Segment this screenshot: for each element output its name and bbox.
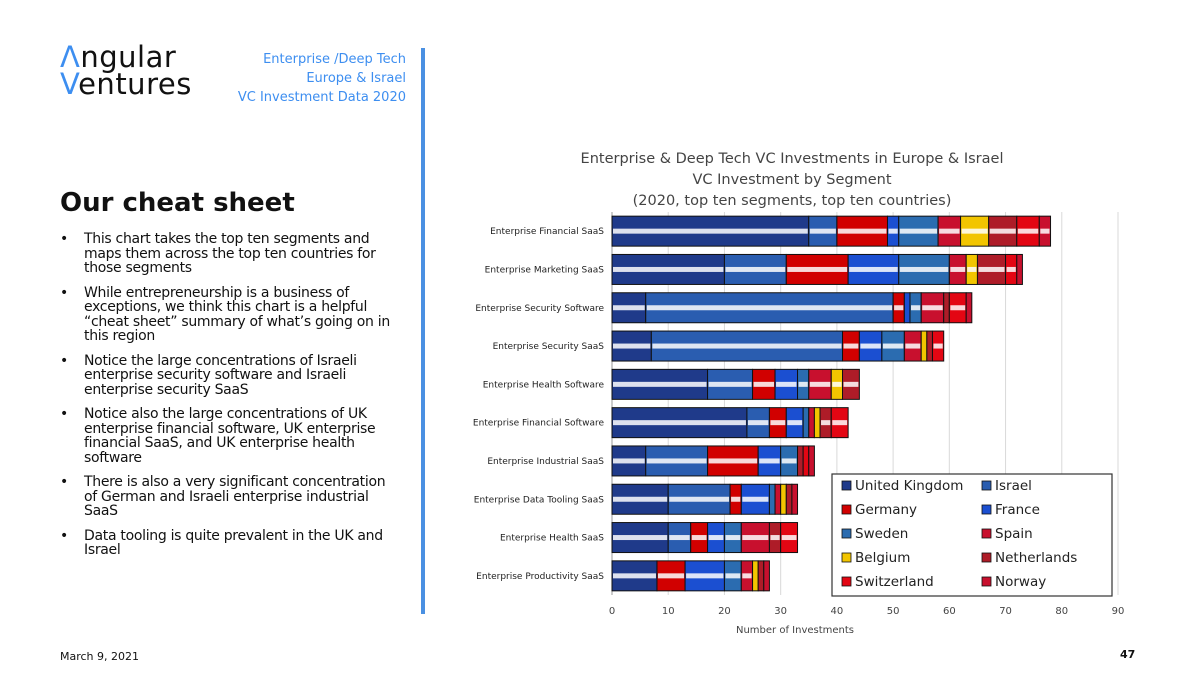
- header-line-2: Europe & Israel: [306, 71, 406, 86]
- bar-segment-stripe: [686, 573, 723, 578]
- bar-segment-stripe: [731, 497, 740, 502]
- bar-segment-stripe: [613, 229, 808, 234]
- bar-segment: [944, 293, 950, 323]
- bar-segment: [769, 484, 775, 514]
- page-title: Our cheat sheet: [60, 188, 295, 218]
- header-line-1: Enterprise /Deep Tech: [263, 52, 406, 67]
- chart-legend: [832, 474, 1112, 596]
- bar-segment-stripe: [613, 573, 656, 578]
- logo-accent-v: V: [60, 67, 79, 101]
- page-number: 47: [1120, 648, 1136, 661]
- legend-entry: Sweden: [855, 526, 909, 542]
- bar-segment: [904, 293, 910, 323]
- legend-entry: Netherlands: [995, 550, 1078, 566]
- bar-segment-stripe: [978, 267, 1004, 272]
- logo-text-angular: ngular: [80, 40, 177, 74]
- bar-segment-stripe: [900, 229, 937, 234]
- bar-segment-stripe: [933, 344, 942, 349]
- bar-segment-stripe: [782, 535, 797, 540]
- bar-segment-stripe: [759, 458, 779, 463]
- category-label: Enterprise Health SaaS: [499, 533, 604, 544]
- legend-entry: Norway: [995, 574, 1047, 590]
- bar-segment-stripe: [754, 382, 774, 387]
- chart-title-line: VC Investment by Segment: [692, 172, 892, 188]
- bar-segment: [781, 484, 787, 514]
- bar-segment-stripe: [860, 344, 880, 349]
- bar-segment-stripe: [692, 535, 707, 540]
- bar-segment: [966, 293, 972, 323]
- bar-segment: [921, 331, 927, 361]
- bar-segment: [803, 408, 809, 438]
- bullet-item: • Notice also the large concentrations of UK enterprise financial software, UK enterprise financial SaaS, and UK enterprise health software: [60, 407, 400, 465]
- x-tick-label: 50: [886, 606, 900, 617]
- x-tick-label: 40: [830, 606, 844, 617]
- legend-entry: Belgium: [855, 550, 911, 566]
- bar-segment-stripe: [748, 420, 768, 425]
- bar-segment-stripe: [658, 573, 684, 578]
- bar-segment-stripe: [770, 420, 785, 425]
- bar-segment-stripe: [905, 344, 920, 349]
- bar-segment-stripe: [939, 229, 959, 234]
- chart-title-line: (2020, top ten segments, top ten countries): [632, 193, 952, 209]
- bar-segment-stripe: [725, 267, 785, 272]
- header-line-3: VC Investment Data 2020: [237, 90, 406, 105]
- bar-segment-stripe: [810, 229, 836, 234]
- bar-segment: [764, 561, 770, 591]
- bar-segment-stripe: [613, 535, 667, 540]
- bar-segment-stripe: [613, 497, 667, 502]
- x-tick-label: 90: [1111, 606, 1125, 617]
- legend-swatch: [842, 505, 851, 514]
- legend-entry: Germany: [855, 502, 918, 518]
- bar-segment-stripe: [669, 497, 729, 502]
- bullet-item: • This chart takes the top ten segments and maps them across the top ten countries for those segments: [60, 232, 400, 276]
- bar-segment-stripe: [725, 535, 740, 540]
- legend-swatch: [982, 577, 991, 586]
- x-axis-label: Number of Investments: [735, 625, 855, 636]
- category-label: Enterprise Productivity SaaS: [476, 571, 604, 582]
- bar-segment-stripe: [1007, 267, 1016, 272]
- bar-segment-stripe: [647, 305, 892, 310]
- x-tick-label: 10: [661, 606, 675, 617]
- bar-segment-stripe: [911, 305, 920, 310]
- bar-segment: [758, 561, 764, 591]
- category-label: Enterprise Financial SaaS: [490, 227, 604, 238]
- header-subtitle: [238, 50, 406, 107]
- bar-segment-stripe: [613, 458, 645, 463]
- legend-entry: Spain: [995, 526, 1033, 542]
- legend-swatch: [842, 481, 851, 490]
- bar-segment-stripe: [844, 344, 859, 349]
- bar-segment-stripe: [821, 420, 830, 425]
- bar-segment-stripe: [742, 535, 768, 540]
- legend-entry: Israel: [995, 478, 1032, 494]
- bar-segment: [814, 408, 820, 438]
- bar-segment: [792, 484, 798, 514]
- legend-swatch: [982, 481, 991, 490]
- bar-segment-stripe: [709, 382, 752, 387]
- bar-segment-stripe: [832, 382, 841, 387]
- bar-segment-stripe: [950, 305, 965, 310]
- bar-segment-stripe: [787, 267, 847, 272]
- bar-segment-stripe: [613, 305, 645, 310]
- bar-segment: [798, 446, 804, 476]
- bar-segment: [809, 446, 815, 476]
- bar-segment-stripe: [669, 535, 689, 540]
- bar-segment-stripe: [742, 573, 751, 578]
- bar-segment: [927, 331, 933, 361]
- bar-segment-stripe: [613, 267, 723, 272]
- x-tick-label: 70: [999, 606, 1012, 617]
- bar-segment-stripe: [782, 458, 797, 463]
- bar-segment-stripe: [962, 229, 988, 234]
- bar-segment-stripe: [787, 420, 802, 425]
- x-tick-label: 60: [942, 606, 956, 617]
- bar-segment-stripe: [799, 382, 808, 387]
- bar-segment-stripe: [652, 344, 841, 349]
- bar-segment-stripe: [613, 344, 650, 349]
- bar-segment-stripe: [613, 382, 707, 387]
- bar-segment-stripe: [709, 535, 724, 540]
- bar-segment-stripe: [1040, 229, 1049, 234]
- bar-segment: [809, 408, 815, 438]
- legend-swatch: [842, 577, 851, 586]
- bar-segment-stripe: [725, 573, 740, 578]
- bar-segment-stripe: [776, 382, 796, 387]
- legend-swatch: [982, 529, 991, 538]
- category-label: Enterprise Financial Software: [472, 418, 604, 429]
- x-tick-label: 0: [608, 606, 616, 617]
- bar-segment-stripe: [838, 229, 887, 234]
- category-label: Enterprise Security SaaS: [492, 342, 604, 353]
- bar-segment-stripe: [844, 382, 859, 387]
- bar-segment-stripe: [849, 267, 898, 272]
- logo-accent-a: Λ: [60, 40, 81, 74]
- bar-segment-stripe: [900, 267, 949, 272]
- bar-segment-stripe: [647, 458, 707, 463]
- angular-ventures-logo: [60, 40, 192, 101]
- bar-segment-stripe: [770, 535, 779, 540]
- bar-segment-stripe: [742, 497, 768, 502]
- bullet-item: • While entrepreneurship is a business of exceptions, we think this chart is a helpful “cheat sheet” summary of what’s going on in this region: [60, 286, 400, 344]
- legend-swatch: [982, 553, 991, 562]
- category-label: Enterprise Security Software: [475, 303, 604, 314]
- vertical-divider: [421, 48, 425, 614]
- bar-segment-stripe: [888, 229, 897, 234]
- x-tick-label: 80: [1055, 606, 1069, 617]
- bullet-item: • There is also a very significant concentration of German and Israeli enterprise industrial SaaS: [60, 475, 400, 519]
- x-tick-label: 30: [774, 606, 788, 617]
- bar-segment-stripe: [967, 267, 976, 272]
- bar-segment-stripe: [1018, 229, 1038, 234]
- category-label: Enterprise Data Tooling SaaS: [473, 495, 604, 506]
- x-tick-label: 20: [718, 606, 731, 617]
- category-label: Enterprise Marketing SaaS: [484, 265, 604, 276]
- bullet-item: • Notice the large concentrations of Israeli enterprise security software and Israeli enterprise security SaaS: [60, 354, 400, 398]
- stacked-bar-chart: [430, 140, 1190, 650]
- bar-segment-stripe: [990, 229, 1016, 234]
- legend-entry: Switzerland: [855, 574, 934, 590]
- legend-entry: France: [995, 502, 1040, 518]
- bar-segment-stripe: [810, 382, 830, 387]
- bar-segment: [1017, 254, 1023, 284]
- category-label: Enterprise Industrial SaaS: [487, 456, 604, 467]
- bar-segment-stripe: [709, 458, 758, 463]
- footer-date: March 9, 2021: [60, 650, 140, 663]
- bar-segment: [786, 484, 792, 514]
- chart-title-line: Enterprise & Deep Tech VC Investments in Europe & Israel: [580, 151, 1004, 167]
- bar-segment-stripe: [894, 305, 903, 310]
- legend-swatch: [842, 553, 851, 562]
- category-label: Enterprise Health Software: [482, 380, 604, 391]
- bar-segment: [753, 561, 759, 591]
- bar-segment-stripe: [883, 344, 903, 349]
- chart-title: [581, 151, 1004, 209]
- legend-entry: United Kingdom: [855, 478, 964, 494]
- bar-segment: [803, 446, 809, 476]
- bar-segment-stripe: [832, 420, 847, 425]
- bar-segment: [775, 484, 781, 514]
- legend-swatch: [842, 529, 851, 538]
- bar-segment-stripe: [922, 305, 942, 310]
- logo-text-ventures: entures: [78, 67, 192, 101]
- bullet-list: [60, 232, 400, 568]
- bar-segment-stripe: [950, 267, 965, 272]
- legend-swatch: [982, 505, 991, 514]
- bar-segment-stripe: [613, 420, 746, 425]
- bullet-item: • Data tooling is quite prevalent in the UK and Israel: [60, 529, 400, 558]
